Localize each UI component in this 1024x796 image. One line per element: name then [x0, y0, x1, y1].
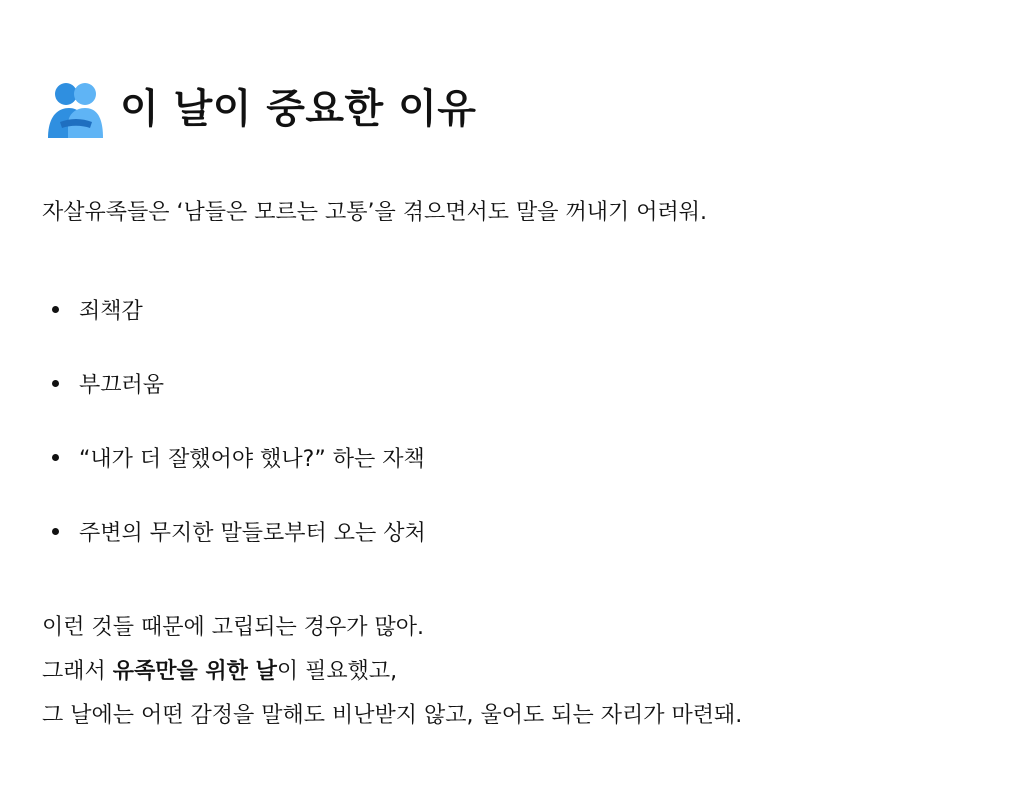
list-item-text: 주변의 무지한 말들로부터 오는 상처 [79, 520, 426, 546]
closing-line-2-prefix: 그래서 [42, 659, 113, 684]
bullet-list [52, 297, 426, 593]
bullet-dot [52, 528, 59, 535]
closing-line-2 [42, 650, 742, 694]
closing-line-1: 이런 것들 때문에 고립되는 경우가 많아. [42, 615, 424, 640]
list-item-text: 부끄러움 [79, 372, 165, 398]
list-item-text: “내가 더 잘했어야 했나?” 하는 자책 [79, 446, 425, 472]
section-heading [44, 78, 476, 140]
bullet-dot [52, 306, 59, 313]
bullet-dot [52, 380, 59, 387]
closing-line-3: 그 날에는 어떤 감정을 말해도 비난받지 않고, 울어도 되는 자리가 마련돼. [42, 703, 743, 728]
list-item-text: 죄책감 [79, 298, 143, 324]
list-item [52, 371, 426, 398]
emphasis-text: 유족만을 위한 날 [112, 659, 277, 684]
closing-paragraph [42, 606, 742, 738]
list-item [52, 519, 426, 546]
list-item [52, 297, 426, 324]
intro-paragraph: 자살유족들은 ‘남들은 모르는 고통’을 겪으면서도 말을 꺼내기 어려워. [42, 200, 707, 225]
list-item [52, 445, 426, 472]
people-hugging-icon [44, 78, 106, 140]
page-title: 이 날이 중요한 이유 [120, 86, 477, 132]
bullet-dot [52, 454, 59, 461]
closing-line-2-suffix: 이 필요했고, [276, 659, 398, 684]
